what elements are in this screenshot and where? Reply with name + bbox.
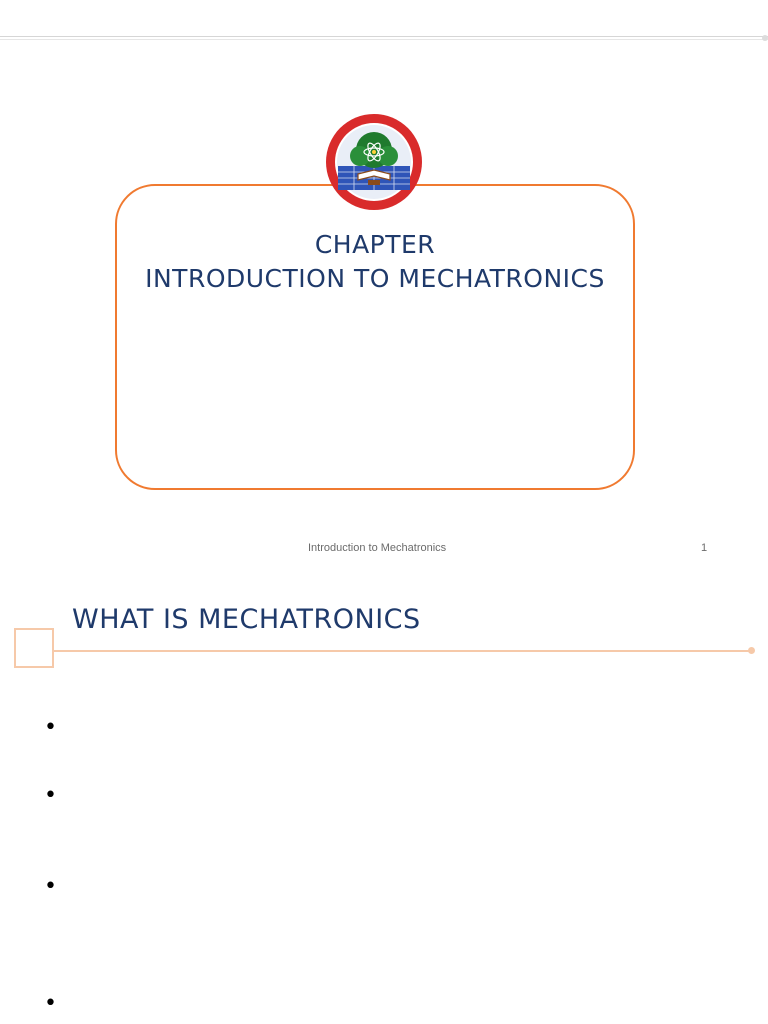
bullet-marker: [44, 718, 56, 738]
slide-heading: WHAT IS MECHATRONICS: [72, 604, 421, 635]
slide-2: [0, 590, 768, 1024]
bullet-marker: [44, 877, 56, 897]
bullet-marker: [44, 994, 56, 1014]
slide-title: [115, 228, 635, 296]
chapter-label: CHAPTER: [314, 230, 436, 259]
slide-1: [0, 60, 768, 570]
slide-footer: Introduction to Mechatronics: [308, 542, 447, 554]
bullet-marker: [44, 786, 56, 806]
university-seal-logo: [324, 112, 424, 212]
page-number: 1: [701, 542, 708, 554]
page-top-divider: [0, 36, 768, 40]
chapter-title: INTRODUCTION TO MECHATRONICS: [145, 264, 605, 293]
bullet-list: [0, 590, 768, 1024]
